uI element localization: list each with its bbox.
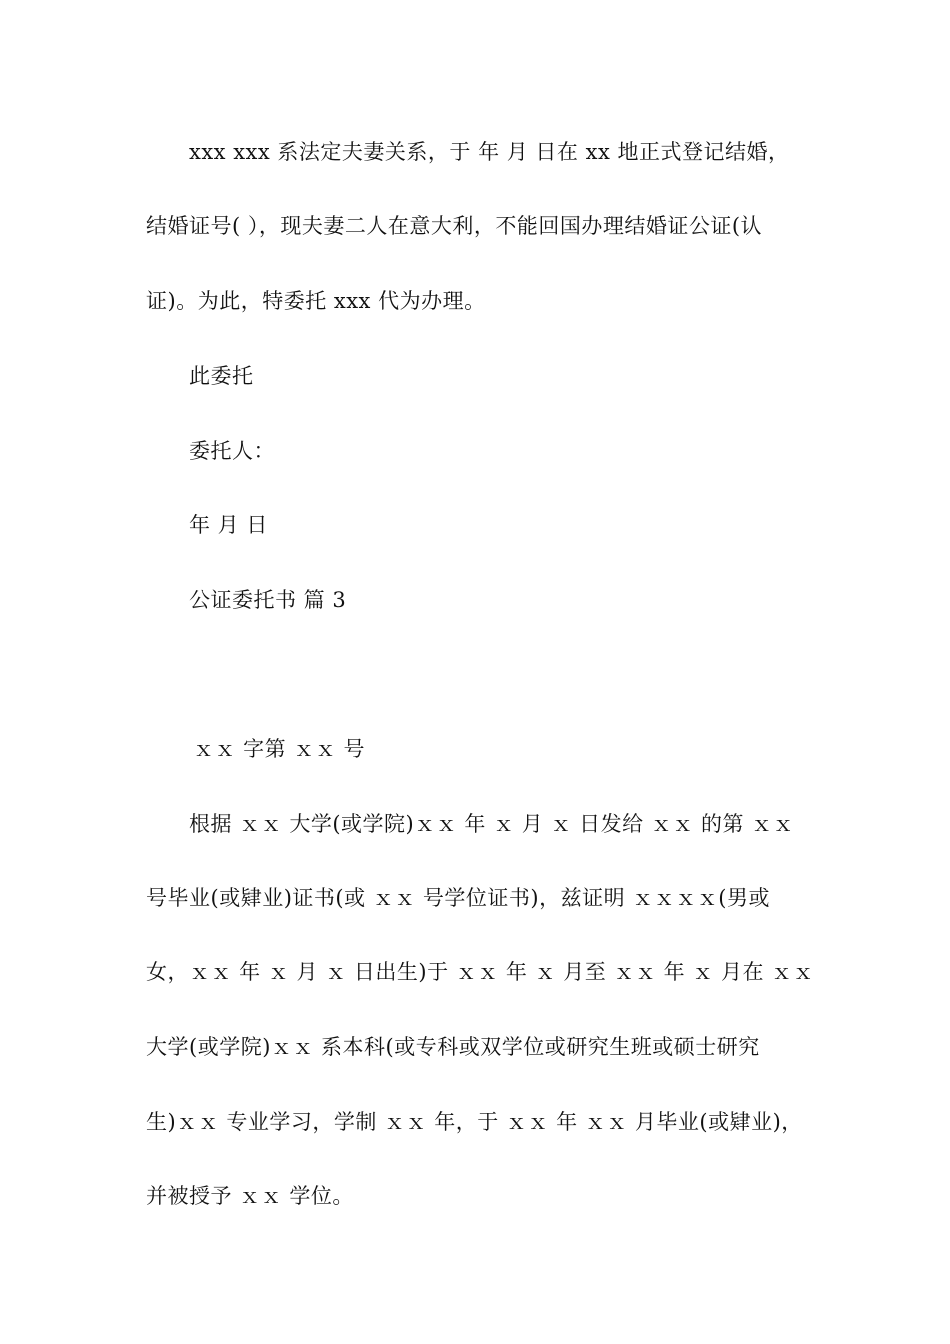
para2-line-1: 根据 ｘｘ 大学(或学院)ｘｘ 年 ｘ 月 ｘ 日发给 ｘｘ 的第 ｘｘ xyxy=(189,812,795,836)
para2-line-5: 生)ｘｘ 专业学习，学制 ｘｘ 年，于 ｘｘ 年 ｘｘ 月毕业(或肄业)， xyxy=(146,1110,803,1134)
principal-label: 委托人： xyxy=(189,439,275,463)
para2-line-6: 并被授予 ｘｘ 学位。 xyxy=(146,1184,354,1208)
document-number: ｘｘ 字第 ｘｘ 号 xyxy=(193,737,366,761)
para2-line-3: 女，ｘｘ 年 ｘ 月 ｘ 日出生)于 ｘｘ 年 ｘ 月至 ｘｘ 年 ｘ 月在 ｘｘ xyxy=(146,960,815,984)
entrust-line: 此委托 xyxy=(189,364,254,388)
para2-line-2: 号毕业(或肄业)证书(或 ｘｘ 号学位证书)，兹证明 ｘｘｘｘ(男或 xyxy=(146,886,770,910)
para1-line-1: xxx xxx 系法定夫妻关系，于 年 月 日在 xx 地正式登记结婚， xyxy=(189,140,790,164)
date-line: 年 月 日 xyxy=(189,513,268,537)
para2-line-4: 大学(或学院)ｘｘ 系本科(或专科或双学位或研究生班或硕士研究 xyxy=(146,1035,760,1059)
section-title: 公证委托书 篇 3 xyxy=(189,588,347,612)
para1-line-3: 证)。为此，特委托 xxx 代为办理。 xyxy=(146,289,486,313)
para1-line-2: 结婚证号( ），现夫妻二人在意大利，不能回国办理结婚证公证(认 xyxy=(146,214,763,238)
